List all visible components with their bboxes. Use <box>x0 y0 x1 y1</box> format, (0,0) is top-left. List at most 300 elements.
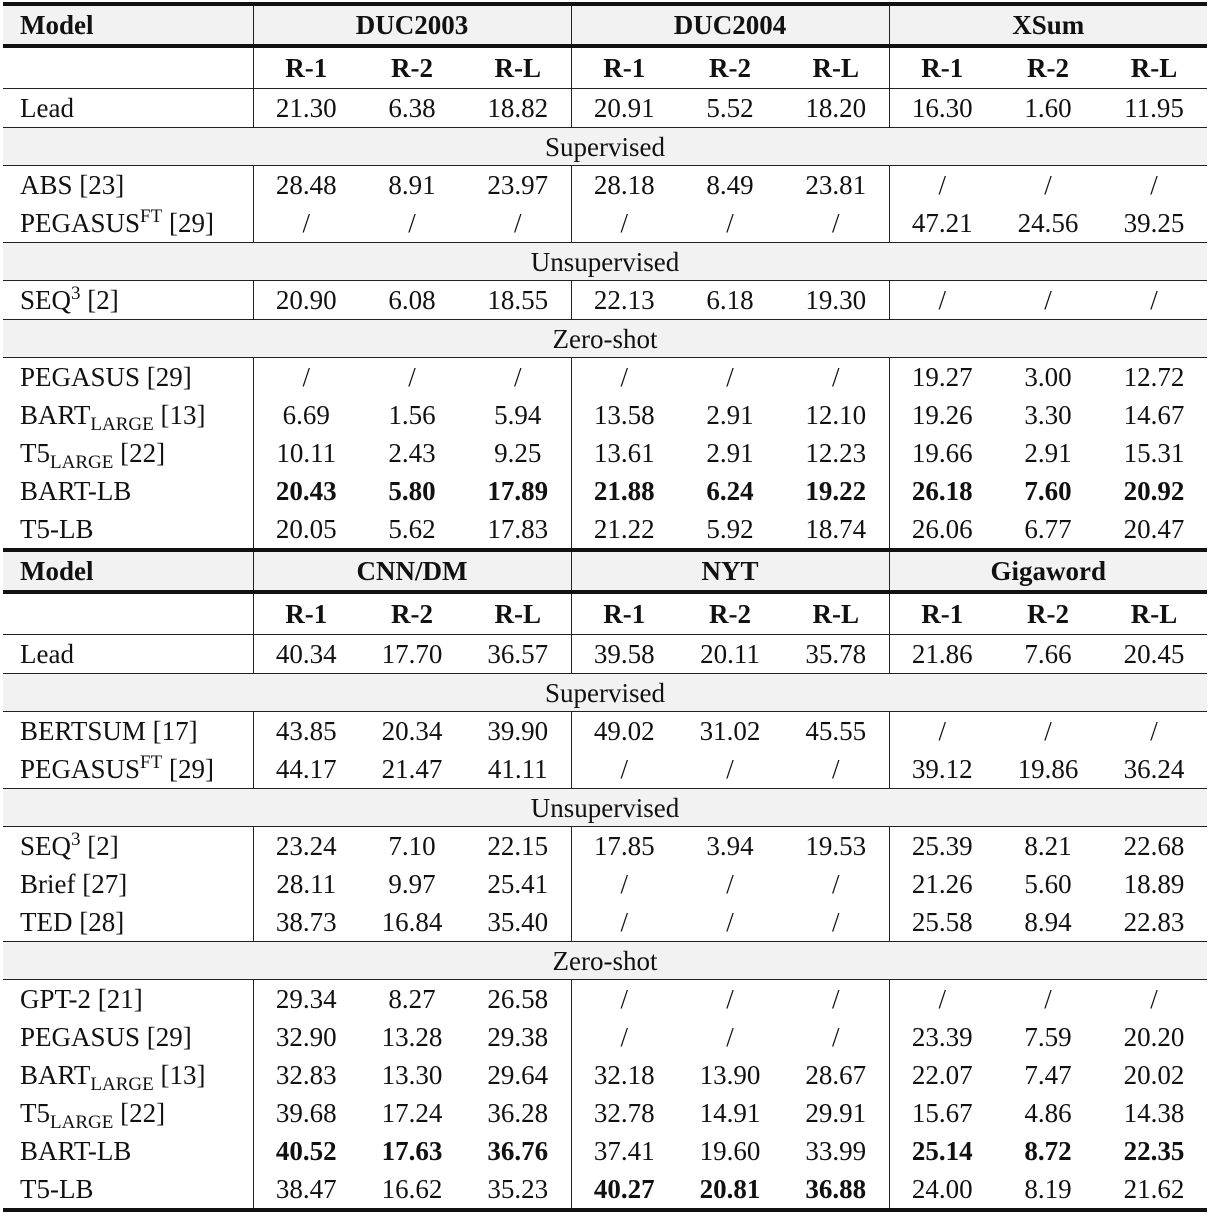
metric-header: R-1 <box>253 592 359 635</box>
score-cell: 28.11 <box>276 869 337 899</box>
best-score-cell: 26.18 <box>911 476 973 506</box>
model-name <box>3 166 253 205</box>
table-row <box>3 903 1207 942</box>
best-score-cell: 36.88 <box>783 1170 889 1210</box>
metric-header: R-1 <box>571 46 677 89</box>
score-cell: 36.57 <box>465 635 571 674</box>
best-score-cell: 20.92 <box>1123 476 1185 506</box>
score-cell: / <box>938 170 947 200</box>
table-row <box>3 89 1207 128</box>
metric-header: R-L <box>465 46 571 89</box>
dataset-header: DUC2004 <box>571 4 889 46</box>
score-cell: 5.52 <box>677 89 783 128</box>
best-score-cell: 40.27 <box>571 1170 677 1210</box>
score-cell: 2.91 <box>1024 438 1072 468</box>
citation-ref: [29] <box>146 362 192 392</box>
score-cell: 7.10 <box>388 831 436 861</box>
score-cell: 19.86 <box>1017 754 1079 784</box>
score-cell: 5.92 <box>677 510 783 550</box>
score-cell: / <box>783 903 889 942</box>
score-cell: 31.02 <box>699 716 761 746</box>
score-cell: 5.62 <box>359 510 465 550</box>
score-cell: 3.94 <box>706 831 754 861</box>
score-cell: 6.18 <box>706 285 754 315</box>
score-cell: / <box>938 984 947 1014</box>
model-name <box>3 1132 253 1170</box>
model-name <box>3 204 253 243</box>
model-name <box>3 1056 253 1094</box>
score-cell: 8.19 <box>995 1170 1101 1210</box>
score-cell: 17.24 <box>381 1098 443 1128</box>
score-cell: 28.48 <box>275 170 337 200</box>
score-cell: 22.83 <box>1123 907 1185 937</box>
model-name <box>3 472 253 510</box>
score-cell: / <box>726 1022 734 1052</box>
score-cell: 21.22 <box>571 510 677 550</box>
score-cell: 14.67 <box>1123 400 1185 430</box>
dataset-header-row <box>3 4 1207 46</box>
score-cell: 9.25 <box>465 434 571 472</box>
score-cell: 33.99 <box>783 1132 889 1170</box>
results-table-container <box>3 2 1207 1212</box>
model-name <box>3 358 253 397</box>
section-header-row <box>3 243 1207 281</box>
score-cell: 22.13 <box>593 285 655 315</box>
best-score-cell: 40.52 <box>275 1136 337 1166</box>
score-cell: / <box>783 204 889 243</box>
score-cell: 8.49 <box>706 170 754 200</box>
score-cell: / <box>465 204 571 243</box>
score-cell: 10.11 <box>276 438 337 468</box>
score-cell: 18.89 <box>1123 869 1185 899</box>
score-cell: 15.31 <box>1123 438 1185 468</box>
score-cell: / <box>1044 984 1052 1014</box>
citation-ref: [13] <box>160 400 206 430</box>
model-base-name: PEGASUS <box>20 208 141 238</box>
metric-header: R-2 <box>677 592 783 635</box>
score-cell: / <box>620 1022 629 1052</box>
score-cell: 16.62 <box>359 1170 465 1210</box>
citation-ref: [2] <box>87 285 119 315</box>
score-cell: / <box>726 362 734 392</box>
score-cell: / <box>1150 716 1158 746</box>
score-cell: 19.53 <box>783 827 889 866</box>
score-cell: 39.90 <box>465 712 571 751</box>
metric-header: R-2 <box>995 46 1101 89</box>
score-cell: 6.08 <box>388 285 436 315</box>
model-base-name: T5-LB <box>20 514 94 544</box>
score-cell: 25.39 <box>911 831 973 861</box>
score-cell: 2.91 <box>706 400 754 430</box>
model-name <box>3 712 253 751</box>
score-cell: 36.28 <box>465 1094 571 1132</box>
score-cell: 5.94 <box>465 396 571 434</box>
score-cell: 23.81 <box>783 166 889 205</box>
dataset-header-row <box>3 550 1207 592</box>
model-base-name: ABS <box>20 170 73 200</box>
score-cell: 39.12 <box>911 754 973 784</box>
table-row <box>3 1094 1207 1132</box>
section-header-row <box>3 789 1207 827</box>
metric-header: R-L <box>783 46 889 89</box>
table-row <box>3 712 1207 751</box>
score-cell: / <box>726 754 734 784</box>
table-row <box>3 1018 1207 1056</box>
model-name <box>3 980 253 1019</box>
score-cell: 3.30 <box>1024 400 1072 430</box>
model-superscript: 3 <box>71 829 81 850</box>
model-name <box>3 865 253 903</box>
score-cell: 32.78 <box>593 1098 655 1128</box>
best-score-cell: 36.76 <box>465 1132 571 1170</box>
score-cell: 8.27 <box>388 984 436 1014</box>
score-cell: 20.90 <box>275 285 337 315</box>
table-row <box>3 204 1207 243</box>
metric-header: R-1 <box>889 46 995 89</box>
score-cell: 22.15 <box>465 827 571 866</box>
score-cell: 3.00 <box>1024 362 1072 392</box>
score-cell: / <box>726 869 734 899</box>
score-cell: / <box>1044 285 1052 315</box>
model-name <box>3 396 253 434</box>
table-body <box>3 4 1207 1210</box>
score-cell: 20.47 <box>1101 510 1207 550</box>
section-header-row <box>3 320 1207 358</box>
metric-header: R-2 <box>359 46 465 89</box>
citation-ref: [21] <box>97 984 143 1014</box>
score-cell: 18.82 <box>465 89 571 128</box>
score-cell: 15.67 <box>911 1098 973 1128</box>
score-cell: 20.45 <box>1101 635 1207 674</box>
model-base-name: PEGASUS <box>20 754 141 784</box>
table-row <box>3 1170 1207 1210</box>
model-column-header: Model <box>3 550 253 592</box>
best-score-cell: 19.22 <box>783 472 889 510</box>
score-cell: / <box>302 362 310 392</box>
table-row <box>3 980 1207 1019</box>
section-title: Zero-shot <box>3 942 1207 980</box>
score-cell: 37.41 <box>593 1136 655 1166</box>
score-cell: / <box>783 750 889 789</box>
score-cell: 17.83 <box>465 510 571 550</box>
model-base-name: T5 <box>20 1098 50 1128</box>
citation-ref: [23] <box>79 170 125 200</box>
score-cell: 12.23 <box>783 434 889 472</box>
section-title: Zero-shot <box>3 320 1207 358</box>
best-score-cell: 25.14 <box>911 1136 973 1166</box>
score-cell: 35.78 <box>783 635 889 674</box>
score-cell: 18.20 <box>783 89 889 128</box>
model-base-name: Brief <box>20 869 76 899</box>
metric-header: R-2 <box>995 592 1101 635</box>
model-base-name: GPT-2 <box>20 984 92 1014</box>
score-cell: / <box>302 208 310 238</box>
score-cell: 12.10 <box>783 396 889 434</box>
score-cell: 17.70 <box>359 635 465 674</box>
best-score-cell: 22.35 <box>1123 1136 1185 1166</box>
score-cell: 6.69 <box>282 400 330 430</box>
score-cell: / <box>1044 170 1052 200</box>
score-cell: / <box>1150 170 1158 200</box>
model-subscript: LARGE <box>90 414 154 435</box>
model-base-name: BART <box>20 400 91 430</box>
citation-ref: [2] <box>87 831 119 861</box>
model-base-name: BART <box>20 1060 91 1090</box>
score-cell: 20.02 <box>1123 1060 1185 1090</box>
table-row <box>3 1132 1207 1170</box>
score-cell: 7.47 <box>1024 1060 1072 1090</box>
best-score-cell: 5.80 <box>388 476 436 506</box>
section-title: Unsupervised <box>3 243 1207 281</box>
section-title: Supervised <box>3 128 1207 166</box>
score-cell: / <box>726 208 734 238</box>
table-row <box>3 396 1207 434</box>
table-row <box>3 750 1207 789</box>
score-cell: 26.06 <box>889 510 995 550</box>
score-cell: 29.64 <box>465 1056 571 1094</box>
score-cell: 14.91 <box>699 1098 761 1128</box>
metric-header: R-2 <box>677 46 783 89</box>
table-row <box>3 166 1207 205</box>
table-row <box>3 510 1207 550</box>
score-cell: / <box>465 358 571 397</box>
score-cell: 20.20 <box>1123 1022 1185 1052</box>
score-cell: 18.74 <box>783 510 889 550</box>
score-cell: / <box>783 980 889 1019</box>
score-cell: 8.91 <box>388 170 436 200</box>
score-cell: 24.00 <box>889 1170 995 1210</box>
score-cell: 5.60 <box>1024 869 1072 899</box>
metric-header: R-L <box>1101 46 1207 89</box>
score-cell: 14.38 <box>1123 1098 1185 1128</box>
score-cell: 19.66 <box>911 438 973 468</box>
best-score-cell: 17.89 <box>465 472 571 510</box>
model-base-name: BART-LB <box>20 1136 132 1166</box>
score-cell: 49.02 <box>593 716 655 746</box>
model-name <box>3 750 253 789</box>
score-cell: 28.67 <box>783 1056 889 1094</box>
score-cell: 44.17 <box>275 754 337 784</box>
score-cell: 32.18 <box>593 1060 655 1090</box>
best-score-cell: 21.88 <box>593 476 655 506</box>
score-cell: 12.72 <box>1123 362 1185 392</box>
score-cell: 4.86 <box>1024 1098 1072 1128</box>
score-cell: 19.27 <box>911 362 973 392</box>
citation-ref: [22] <box>120 438 166 468</box>
model-name <box>3 434 253 472</box>
model-column-header: Model <box>3 4 253 46</box>
model-subscript: LARGE <box>50 452 114 473</box>
score-cell: 41.11 <box>465 750 571 789</box>
score-cell: 20.05 <box>253 510 359 550</box>
score-cell: 1.60 <box>995 89 1101 128</box>
table-row <box>3 358 1207 397</box>
score-cell: 22.68 <box>1123 831 1185 861</box>
metric-header: R-L <box>783 592 889 635</box>
score-cell: 43.85 <box>275 716 337 746</box>
best-score-cell: 17.63 <box>381 1136 443 1166</box>
dataset-header: XSum <box>889 4 1207 46</box>
score-cell: 18.55 <box>465 281 571 320</box>
score-cell: 21.62 <box>1101 1170 1207 1210</box>
score-cell: 6.77 <box>995 510 1101 550</box>
score-cell: 6.38 <box>359 89 465 128</box>
score-cell: 19.26 <box>911 400 973 430</box>
score-cell: 20.91 <box>571 89 677 128</box>
table-row <box>3 827 1207 866</box>
score-cell: 1.56 <box>388 400 436 430</box>
score-cell: 8.94 <box>1024 907 1072 937</box>
table-row <box>3 1056 1207 1094</box>
metric-header-row <box>3 46 1207 89</box>
score-cell: 25.58 <box>911 907 973 937</box>
score-cell: / <box>408 362 416 392</box>
dataset-header: DUC2003 <box>253 4 571 46</box>
score-cell: 22.07 <box>911 1060 973 1090</box>
score-cell: 20.34 <box>381 716 443 746</box>
citation-ref: [17] <box>152 716 198 746</box>
citation-ref: [29] <box>168 754 214 784</box>
dataset-header: Gigaword <box>889 550 1207 592</box>
score-cell: 39.68 <box>275 1098 337 1128</box>
score-cell: / <box>1044 716 1052 746</box>
table-row <box>3 281 1207 320</box>
section-header-row <box>3 942 1207 980</box>
section-header-row <box>3 128 1207 166</box>
score-cell: 21.86 <box>889 635 995 674</box>
metric-header: R-L <box>1101 592 1207 635</box>
score-cell: / <box>783 358 889 397</box>
score-cell: / <box>726 984 734 1014</box>
section-title: Supervised <box>3 674 1207 712</box>
score-cell: 21.26 <box>911 869 973 899</box>
model-superscript: FT <box>140 752 163 773</box>
citation-ref: [29] <box>168 208 214 238</box>
model-name: Lead <box>3 635 253 674</box>
score-cell: 13.90 <box>699 1060 761 1090</box>
model-name <box>3 827 253 866</box>
metric-header: R-2 <box>359 592 465 635</box>
score-cell: / <box>620 362 629 392</box>
score-cell: 21.47 <box>381 754 443 784</box>
score-cell: 26.58 <box>465 980 571 1019</box>
score-cell: / <box>1150 984 1158 1014</box>
model-subscript: LARGE <box>50 1112 114 1133</box>
rouge-results-table <box>3 2 1207 1212</box>
metric-header-row <box>3 592 1207 635</box>
score-cell: 24.56 <box>1017 208 1079 238</box>
score-cell: 32.90 <box>275 1022 337 1052</box>
score-cell: 29.38 <box>465 1018 571 1056</box>
citation-ref: [27] <box>82 869 128 899</box>
model-base-name: BERTSUM <box>20 716 146 746</box>
score-cell: 39.25 <box>1123 208 1185 238</box>
table-row <box>3 472 1207 510</box>
model-base-name: SEQ <box>20 285 72 315</box>
model-base-name: PEGASUS <box>20 362 141 392</box>
score-cell: 17.85 <box>593 831 655 861</box>
score-cell: 23.24 <box>275 831 337 861</box>
score-cell: 36.24 <box>1123 754 1185 784</box>
score-cell: / <box>620 984 629 1014</box>
model-subscript: LARGE <box>90 1074 154 1095</box>
score-cell: 23.39 <box>911 1022 973 1052</box>
score-cell: 13.30 <box>381 1060 443 1090</box>
table-row <box>3 635 1207 674</box>
score-cell: 16.30 <box>889 89 995 128</box>
model-base-name: T5-LB <box>20 1174 94 1204</box>
best-score-cell: 20.81 <box>677 1170 783 1210</box>
model-superscript: 3 <box>71 283 81 304</box>
model-name <box>3 510 253 550</box>
score-cell: 47.21 <box>911 208 973 238</box>
best-score-cell: 7.60 <box>1024 476 1072 506</box>
score-cell: / <box>783 1018 889 1056</box>
score-cell: / <box>726 907 734 937</box>
score-cell: / <box>938 285 947 315</box>
score-cell: / <box>783 865 889 903</box>
citation-ref: [28] <box>79 907 125 937</box>
score-cell: 29.34 <box>275 984 337 1014</box>
citation-ref: [22] <box>120 1098 166 1128</box>
dataset-header: CNN/DM <box>253 550 571 592</box>
score-cell: / <box>408 208 416 238</box>
model-name <box>3 1094 253 1132</box>
score-cell: 39.58 <box>571 635 677 674</box>
model-superscript: FT <box>140 206 163 227</box>
model-name <box>3 281 253 320</box>
model-base-name: TED <box>20 907 73 937</box>
score-cell: 2.91 <box>706 438 754 468</box>
model-name <box>3 1170 253 1210</box>
score-cell: 7.59 <box>1024 1022 1072 1052</box>
score-cell: 19.60 <box>699 1136 761 1166</box>
dataset-header: NYT <box>571 550 889 592</box>
citation-ref: [29] <box>146 1022 192 1052</box>
score-cell: 8.21 <box>1024 831 1072 861</box>
score-cell: 11.95 <box>1101 89 1207 128</box>
score-cell: 38.47 <box>253 1170 359 1210</box>
score-cell: 45.55 <box>783 712 889 751</box>
score-cell: 16.84 <box>381 907 443 937</box>
empty-header-cell <box>3 592 253 635</box>
score-cell: 35.40 <box>465 903 571 942</box>
score-cell: 35.23 <box>465 1170 571 1210</box>
model-name <box>3 903 253 942</box>
model-base-name: PEGASUS <box>20 1022 141 1052</box>
score-cell: / <box>620 869 629 899</box>
score-cell: 7.66 <box>995 635 1101 674</box>
table-row <box>3 434 1207 472</box>
score-cell: 32.83 <box>275 1060 337 1090</box>
metric-header: R-1 <box>889 592 995 635</box>
best-score-cell: 20.43 <box>275 476 337 506</box>
score-cell: 40.34 <box>253 635 359 674</box>
model-name <box>3 1018 253 1056</box>
model-base-name: BART-LB <box>20 476 132 506</box>
score-cell: 28.18 <box>593 170 655 200</box>
section-title: Unsupervised <box>3 789 1207 827</box>
empty-header-cell <box>3 46 253 89</box>
metric-header: R-1 <box>253 46 359 89</box>
score-cell: 13.58 <box>593 400 655 430</box>
score-cell: 9.97 <box>388 869 436 899</box>
best-score-cell: 6.24 <box>706 476 754 506</box>
score-cell: 2.43 <box>388 438 436 468</box>
score-cell: 13.61 <box>593 438 655 468</box>
score-cell: 20.11 <box>677 635 783 674</box>
score-cell: 29.91 <box>783 1094 889 1132</box>
